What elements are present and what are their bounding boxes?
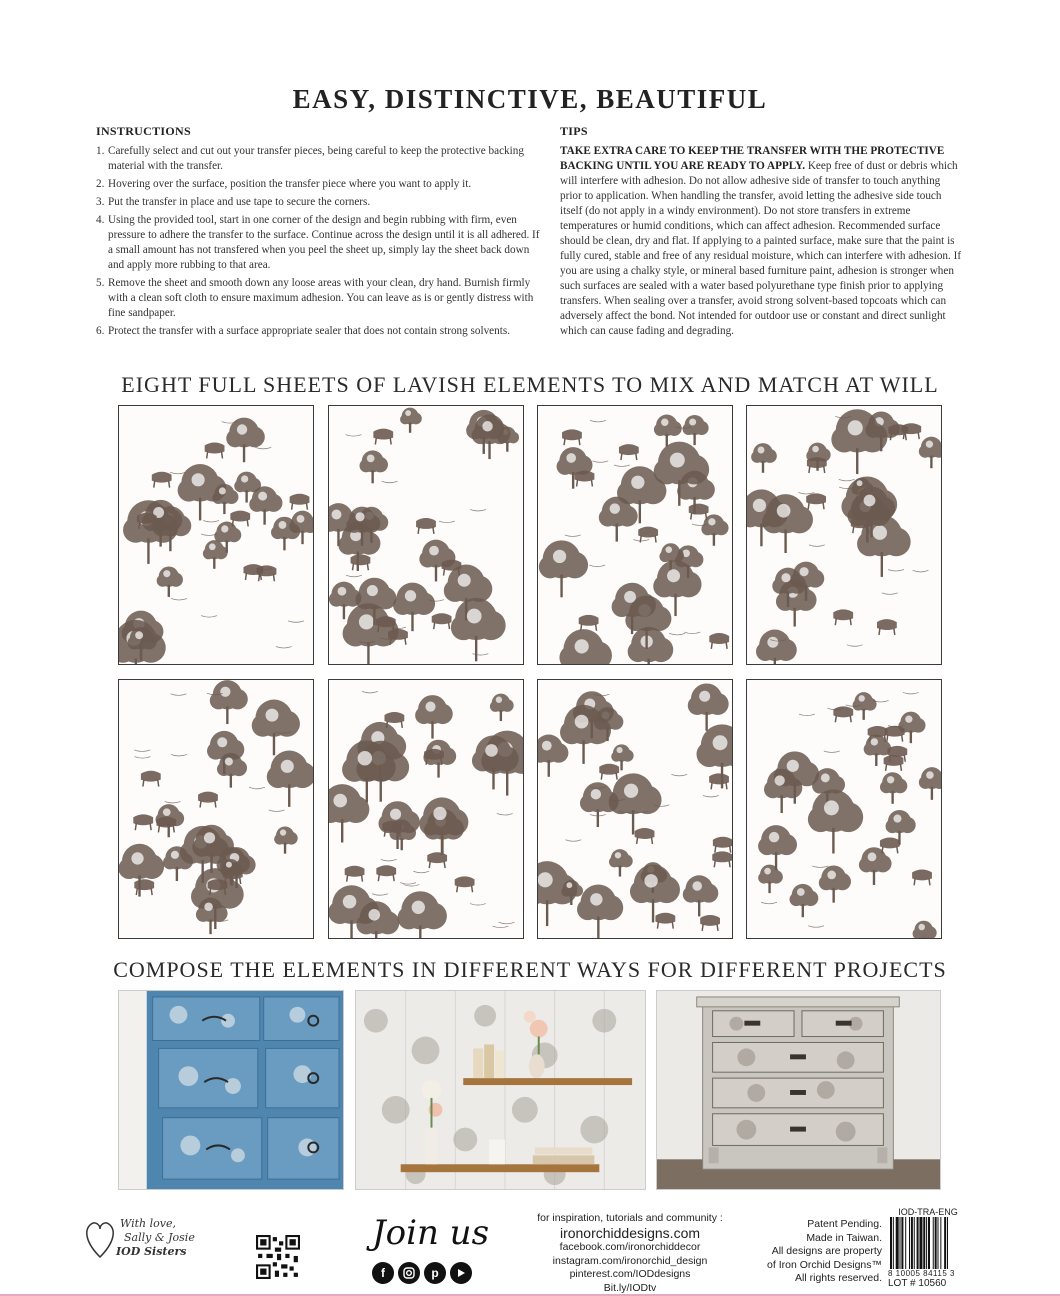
join-us-label: Join us: [372, 1213, 490, 1253]
projects-heading: COMPOSE THE ELEMENTS IN DIFFERENT WAYS FOR DIFFERENT PROJECTS: [113, 957, 947, 982]
transfer-sheet-8: [746, 679, 942, 939]
page-title: EASY, DISTINCTIVE, BEAUTIFUL: [292, 84, 768, 114]
facebook-icon[interactable]: f: [372, 1262, 394, 1284]
facebook-link[interactable]: facebook.com/ironorchiddecor: [559, 1241, 701, 1253]
signature-line-3: IOD Sisters: [116, 1245, 187, 1258]
instruction-item: 6. Protect the transfer with a surface appropriate sealer that does not contain strong solvents.: [96, 325, 510, 337]
instructions-list: [96, 144, 546, 342]
youtube-link[interactable]: Bit.ly/IODtv: [603, 1281, 657, 1294]
transfer-sheet-4: [746, 405, 942, 665]
sheets-heading: EIGHT FULL SHEETS OF LAVISH ELEMENTS TO MIX AND MATCH AT WILL: [121, 372, 939, 397]
product-code: IOD-TRA-ENG: [898, 1207, 958, 1217]
youtube-icon[interactable]: [450, 1262, 472, 1284]
patent-text: Patent Pending.: [807, 1218, 882, 1230]
transfer-sheet-7: [537, 679, 733, 939]
lot-number: LOT # 10560: [888, 1278, 947, 1289]
barcode-digits: 8 10005 84115 3: [888, 1269, 955, 1278]
links-intro: for inspiration, tutorials and community :: [537, 1212, 723, 1224]
tips-bold-text: TAKE EXTRA CARE TO KEEP THE TRANSFER WITH THE PROTECTIVE BACKING UNTIL YOU ARE READY TO APPLY.: [560, 145, 945, 172]
instagram-link[interactable]: instagram.com/ironorchid_design: [552, 1254, 708, 1267]
footer: [0, 1205, 1060, 1296]
instruction-item: 3. Put the transfer in place and use tape to secure the corners.: [96, 196, 371, 208]
signature: [84, 1217, 195, 1259]
property-line-2: of Iron Orchid Designs™: [767, 1258, 882, 1271]
transfer-sheet-6: [328, 679, 524, 939]
pinterest-icon[interactable]: p: [424, 1262, 446, 1284]
tips-body-text: Keep free of dust or debris which will interfere with adhesion. Do not allow adhesive side of transfer to touch anything prior to application. When handling the transfer, avoid letting the adhesive side touch itself (do not apply in a windy environment). Do not store transfers in extreme temperatures or humid conditions, which can affect adhesion. Recommended surface should be clean, dry and flat. If applying to a painted surface, make sure that the paint is fully cured, stable and free of any residual moisture, which can interfere with adhesion. If you are using a chalky style, or mineral based furniture paint, adhesion is stronger when such surfaces are sealed with a water based polyurethane type finish prior to applying transfers. When sealing over a transfer, avoid strong solvent-based topcoats which can adversely affect the bond. Not intended for outdoor use or constant and direct sunlight which can cause fading and degrading.: [560, 160, 962, 337]
pinterest-link[interactable]: pinterest.com/IODdesigns: [569, 1268, 691, 1280]
instruction-item: 4. Using the provided tool, start in one corner of the design and begin rubbing with firm, even pressure to adhere the transfer to the surface. Continue across the design until it is all adhered. If a small amount has not transfered when you peel the sheet up, simply lay the sheet back down and apply more rubbing to that area.: [96, 214, 540, 271]
signature-line-1: With love,: [120, 1217, 176, 1230]
links-block: [530, 1212, 730, 1295]
instructions-heading: INSTRUCTIONS: [96, 124, 191, 138]
transfer-sheet-3: [537, 405, 733, 665]
barcode-icon: [888, 1217, 968, 1269]
tips-text: [560, 144, 962, 339]
toile-wall-shelves-photo: [355, 990, 646, 1190]
signature-line-2: Sally & Josie: [124, 1231, 195, 1244]
rights-text: All rights reserved.: [795, 1272, 882, 1284]
transfer-sheet-5: [118, 679, 314, 939]
instruction-item: 2. Hovering over the surface, position the transfer piece where you want to apply it.: [96, 178, 472, 190]
heart-icon: [84, 1217, 116, 1261]
tips-heading: TIPS: [560, 124, 588, 138]
transfer-sheet-1: [118, 405, 314, 665]
instruction-item: 1. Carefully select and cut out your transfer pieces, being careful to keep the protective backing material with the transfer.: [96, 145, 524, 172]
barcode-block: [888, 1207, 968, 1289]
website-link[interactable]: ironorchiddesigns.com: [559, 1225, 701, 1241]
social-icons: [372, 1262, 472, 1284]
property-line-1: All designs are property: [771, 1245, 882, 1257]
instruction-item: 5. Remove the sheet and smooth down any loose areas with your clean, dry hand. Burnish firmly with a clean soft cloth to ensure maximum adhesion. You can leave as is or gently distress with fine sandpaper.: [96, 277, 534, 319]
qr-code-icon[interactable]: [256, 1235, 300, 1279]
white-dresser-photo: [656, 990, 941, 1190]
legal-text: [742, 1218, 882, 1286]
instagram-icon[interactable]: [398, 1262, 420, 1284]
blue-dresser-photo: [118, 990, 344, 1190]
made-in-text: Made in Taiwan.: [806, 1231, 882, 1244]
transfer-sheet-2: [328, 405, 524, 665]
